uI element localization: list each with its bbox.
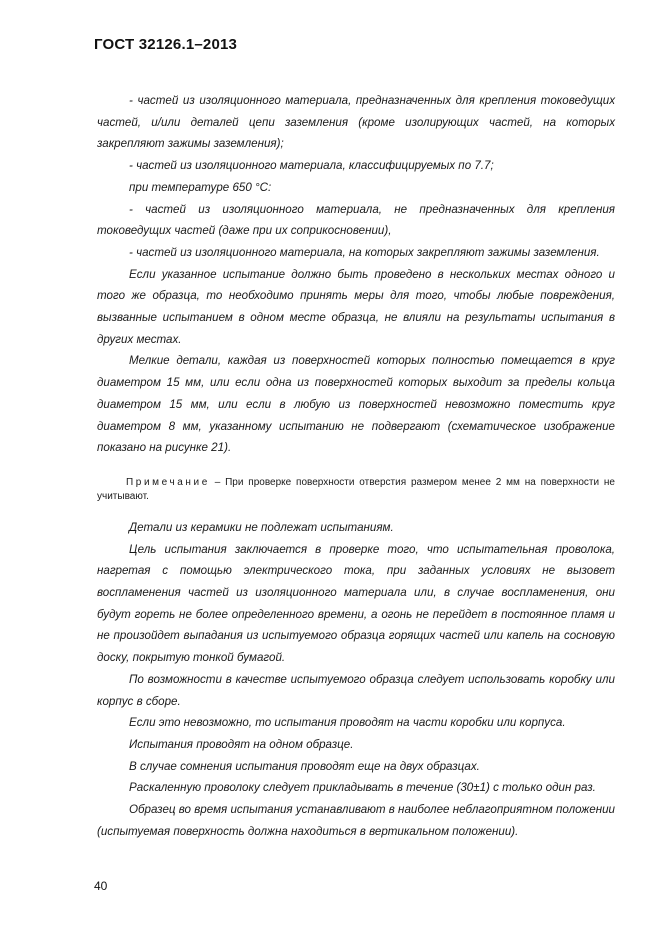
paragraph: Испытания проводят на одном образце. bbox=[129, 737, 354, 751]
paragraph: - частей из изоляционного материала, классифицируемых по 7.7; bbox=[129, 159, 494, 173]
paragraph: Раскаленную проволоку следует прикладывать в течение (30±1) с только один раз. bbox=[129, 781, 596, 795]
paragraph: Цель испытания заключается в проверке того, что испытательная проволока, нагретая с помощью электрического тока, при заданных условиях не вызовет воспламенения частей из изоляционного материала или, в случае воспламенения, они будут гореть не более определенного времени, а огонь не перейдет в постоянное пламя и не произойдет выпадания из испытуемого образца горящих частей или капель на сосновую доску, покрытую тонкой бумагой. bbox=[97, 542, 615, 665]
note-text: – При проверке поверхности отверстия размером менее 2 мм на поверхности не учитывают. bbox=[97, 476, 615, 502]
paragraph: Детали из керамики не подлежат испытаниям. bbox=[129, 520, 394, 534]
note bbox=[97, 476, 615, 504]
document-header-title: ГОСТ 32126.1–2013 bbox=[94, 36, 238, 53]
paragraph: при температуре 650 °C: bbox=[129, 180, 272, 194]
paragraph: Образец во время испытания устанавливают в наиболее неблагоприятном положении (испытуемая поверхность должна находиться в вертикальном положении). bbox=[97, 803, 615, 838]
page-number: 40 bbox=[94, 879, 108, 893]
paragraph: - частей из изоляционного материала, на которых закрепляют зажимы заземления. bbox=[129, 245, 600, 259]
paragraph: В случае сомнения испытания проводят еще на двух образцах. bbox=[129, 759, 480, 773]
paragraph: По возможности в качестве испытуемого образца следует использовать коробку или корпус в сборе. bbox=[97, 672, 615, 708]
document-body bbox=[97, 90, 615, 843]
paragraph: - частей из изоляционного материала, предназначенных для крепления токоведущих частей, и/или деталей цепи заземления (кроме изолирующих частей, на которых закрепляют зажимы заземления); bbox=[97, 94, 615, 151]
paragraph: Если указанное испытание должно быть проведено в нескольких местах одного и того же образца, то необходимо принять меры для того, чтобы любые повреждения, вызванные испытанием в одном месте образца, не влияли на результаты испытания в других местах. bbox=[97, 267, 615, 346]
paragraph: Мелкие детали, каждая из поверхностей которых полностью помещается в круг диаметром 15 мм, или если одна из поверхностей которых выходит за пределы кольца диаметром 15 мм, или если в любую из поверхностей невозможно поместить круг диаметром 8 мм, указанному испытанию не подвергают (схематическое изображение показано на рисунке 21). bbox=[97, 354, 615, 455]
note-label: Примечание bbox=[126, 476, 210, 488]
paragraph: Если это невозможно, то испытания проводят на части коробки или корпуса. bbox=[129, 716, 566, 730]
paragraph: - частей из изоляционного материала, не предназначенных для крепления токоведущих частей (даже при их соприкосновении), bbox=[97, 202, 615, 238]
